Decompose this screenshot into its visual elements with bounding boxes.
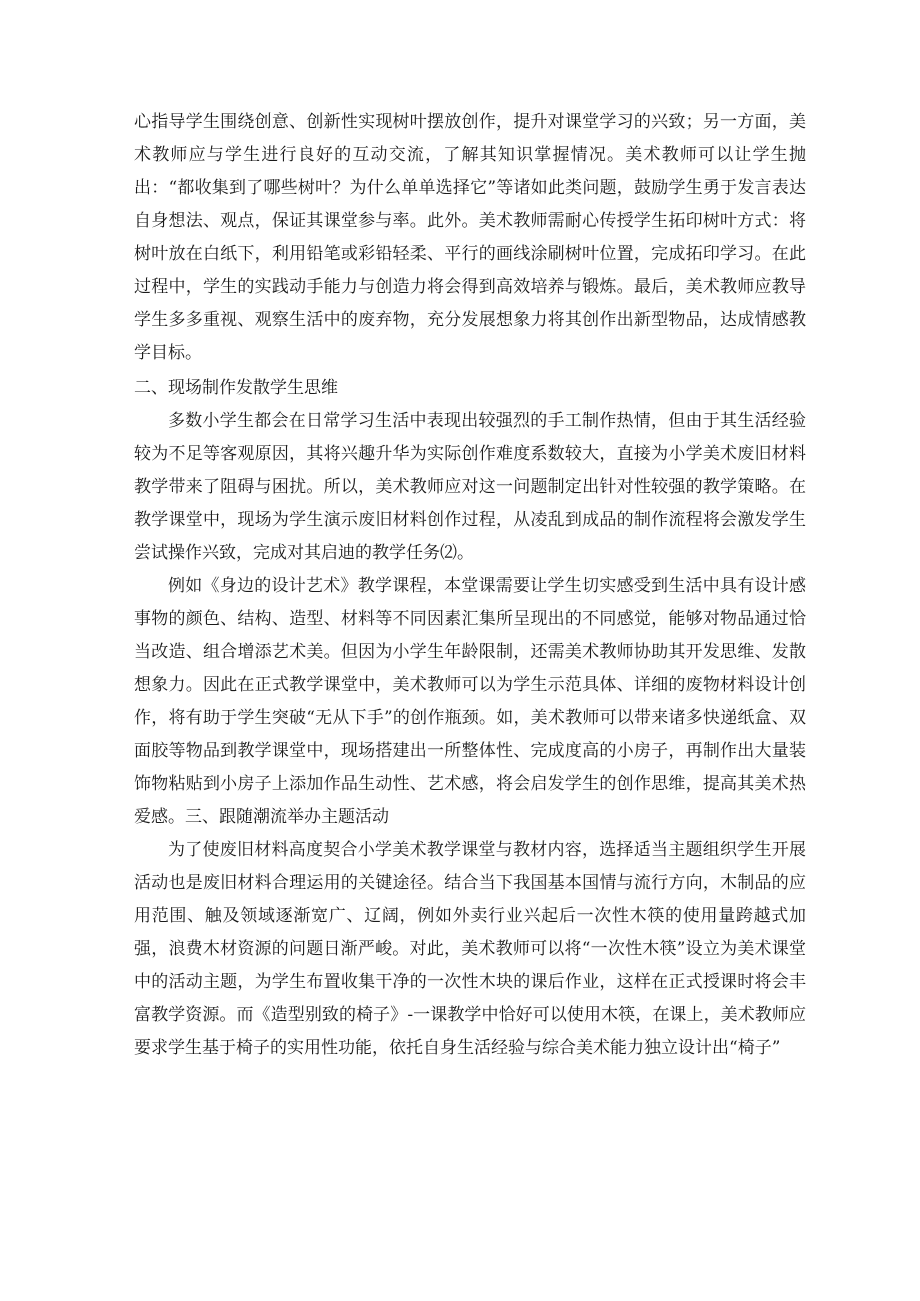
paragraph-theme-activity: 为了使废旧材料高度契合小学美术教学课堂与教材内容，选择适当主题组织学生开展活动也是废旧材料合理运用的关键途径。结合当下我国基本国情与流行方向，木制品的应用范围、触及领域逐渐宽广、辽阔，例如外卖行业兴起后一次性木筷的使用量跨越式加强，浪费木材资源的问题日渐严峻。对此，美术教师可以将“一次性木筷”设立为美术课堂中的活动主题，为学生布置收集干净的一次性木块的课后作业，这样在正式授课时将会丰富教学资源。而《造型别致的椅子》-一课教学中恰好可以使用木筷，在课上，美术教师应要求学生基于椅子的实用性功能，依托自身生活经验与综合美术能力独立设计出“椅子”: [134, 840, 806, 1058]
paragraph-leaf-rubbing: 心指导学生围绕创意、创新性实现树叶摆放创作，提升对课堂学习的兴致；另一方面，美术教师应与学生进行良好的互动交流，了解其知识掌握情况。美术教师可以让学生抛出：“都收集到了哪些树叶？为什么单单选择它”等诸如此类问题，鼓励学生勇于发言表达自身想法、观点，保证其课堂参与率。此外。美术教师需耐心传授学生拓印树叶方式：将树叶放在白纸下，利用铅笔或彩铅轻柔、平行的画线涂刷树叶位置，完成拓印学习。在此过程中，学生的实践动手能力与创造力将会得到高效培养与锻炼。最后，美术教师应教导学生多多重视、观察生活中的废弃物，充分发展想象力将其创作出新型物品，达成情感教学目标。: [134, 112, 806, 363]
document-body: [134, 106, 806, 1065]
paragraph-handcraft-enthusiasm: 多数小学生都会在日常学习生活中表现出较强烈的手工制作热情，但由于其生活经验较为不足等客观原因，其将兴趣升华为实际创作难度系数较大，直接为小学美术废旧材料教学带来了阻碍与困扰。所以，美术教师应对这一问题制定出针对性较强的教学策略。在教学课堂中，现场为学生演示废旧材料创作过程，从凌乱到成品的制作流程将会激发学生尝试操作兴致，完成对其启迪的教学任务⑵。: [134, 411, 806, 563]
section-heading-onsite-making: 二、现场制作发散学生思维: [134, 378, 338, 398]
paragraph-design-art-example: 例如《身边的设计艺术》教学课程，本堂课需要让学生切实感受到生活中具有设计感事物的颜色、结构、造型、材料等不同因素汇集所呈现出的不同感觉，能够对物品通过恰当改造、组合增添艺术美。但因为小学生年龄限制，还需美术教师协助其开发思维、发散想象力。因此在正式教学课堂中，美术教师可以为学生示范具体、详细的废物材料设计创作，将有助于学生突破“无从下手”的创作瓶颈。如，美术教师可以带来诸多快递纸盒、双面胶等物品到教学课堂中，现场搭建出一所整体性、完成度高的小房子，再制作出大量装饰物粘贴到小房子上添加作品生动性、艺术感，将会启发学生的创作思维，提高其美术热爱感。三、跟随潮流举办主题活动: [134, 576, 806, 827]
